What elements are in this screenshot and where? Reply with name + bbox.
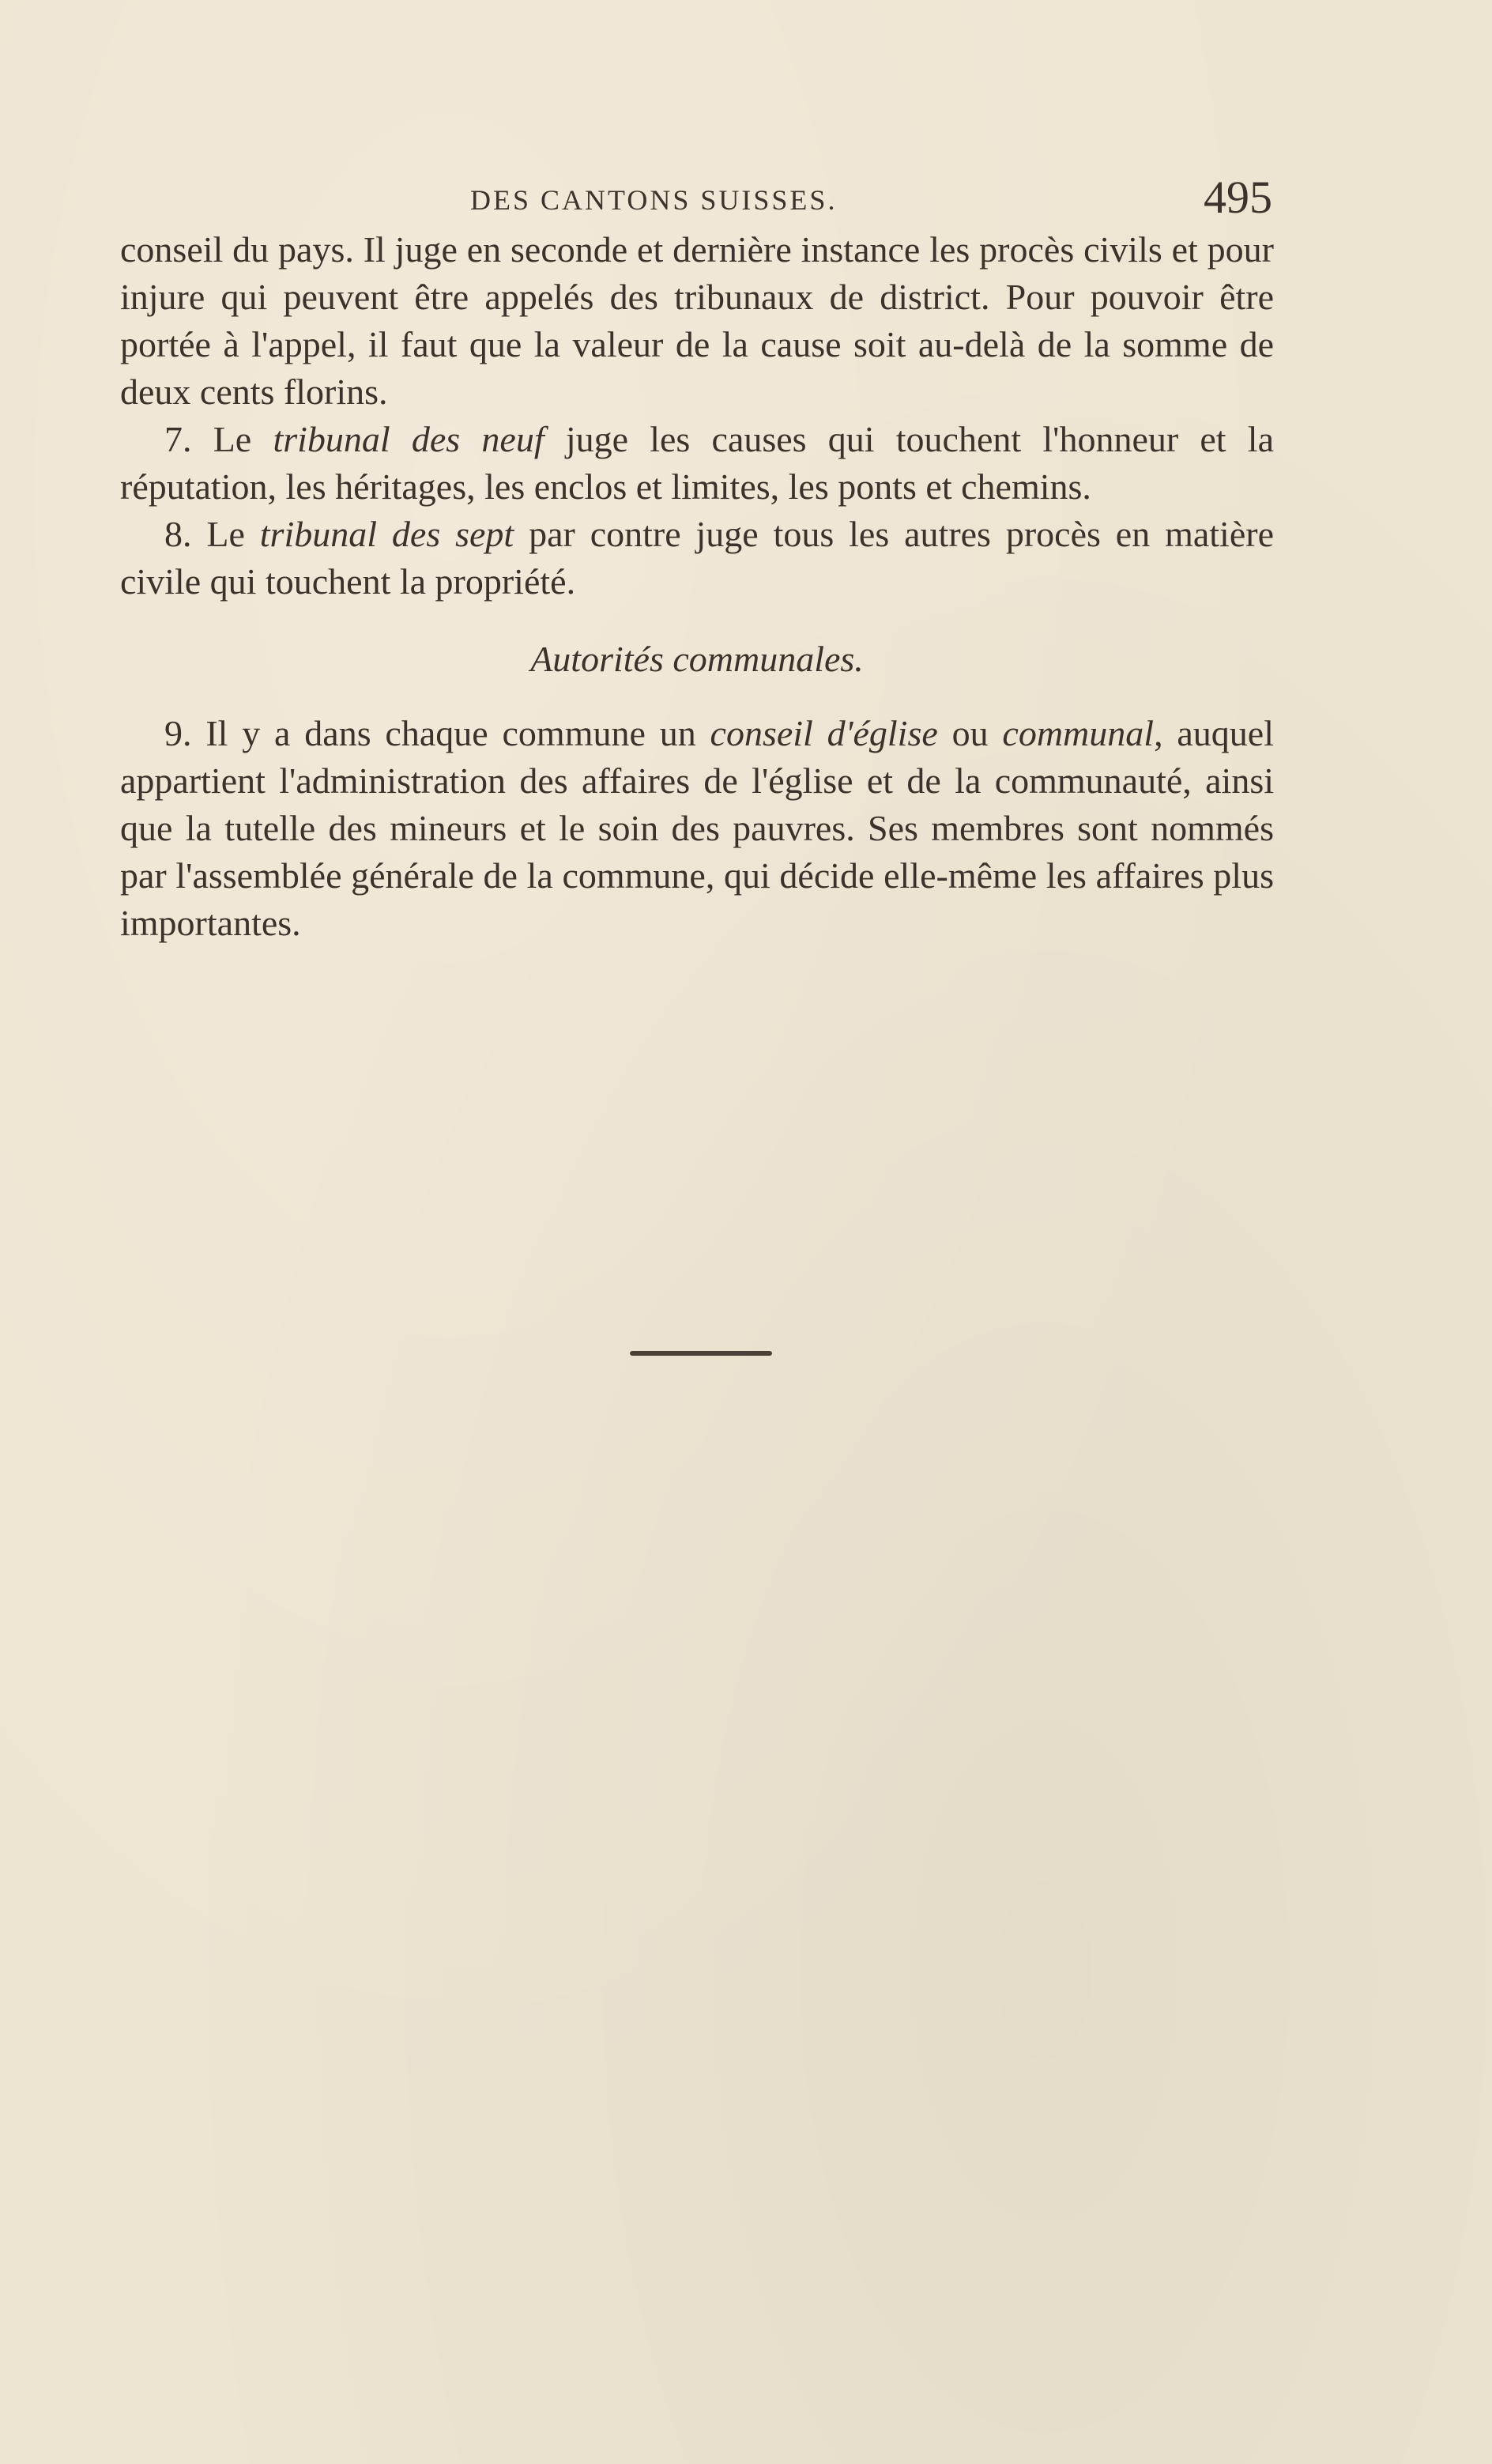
text-segment: juge les causes qui touchent l'honneur et la réputation, les héritages, les enclos et limites, les ponts et chemins. bbox=[120, 419, 1274, 507]
text-segment: , auquel appartient l'administration des affaires de l'église et de la communauté, ainsi que la tutelle des mineurs et le soin des pauvres. Ses membres sont nommés par l'assemblée générale de la commune, qui décide elle-même les affaires plus importantes. bbox=[120, 713, 1274, 943]
paragraph-9 bbox=[120, 710, 1274, 947]
paragraph-continued bbox=[120, 226, 1274, 416]
page-number: 495 bbox=[1204, 172, 1272, 223]
text-segment: 8. Le bbox=[164, 514, 260, 554]
end-rule-divider bbox=[630, 1351, 772, 1356]
text-segment: 7. Le bbox=[164, 419, 273, 459]
text-block bbox=[120, 226, 1274, 947]
running-title: DES CANTONS SUISSES. bbox=[470, 184, 838, 216]
section-heading: Autorités communales. bbox=[530, 639, 864, 679]
italic-term: tribunal des neuf bbox=[273, 419, 544, 459]
italic-term: communal bbox=[1002, 713, 1155, 753]
running-head bbox=[119, 172, 1272, 231]
paragraph-8 bbox=[120, 511, 1274, 606]
italic-term: conseil d'église bbox=[710, 713, 938, 753]
text-segment: par contre juge tous les autres procès en matière civile qui touchent la propriété. bbox=[120, 514, 1274, 602]
italic-term: tribunal des sept bbox=[259, 514, 514, 554]
text-segment: 9. Il y a dans chaque commune un bbox=[164, 713, 710, 753]
text-segment: conseil du pays. Il juge en seconde et dernière instance les procès civils et pour injure qui peuvent être appelés des tribunaux de district. Pour pouvoir être portée à l'appel, il faut que la valeur de la cause soit au-delà de la somme de deux cents florins. bbox=[120, 229, 1274, 412]
paragraph-7 bbox=[120, 416, 1274, 511]
text-segment: ou bbox=[937, 713, 1003, 753]
